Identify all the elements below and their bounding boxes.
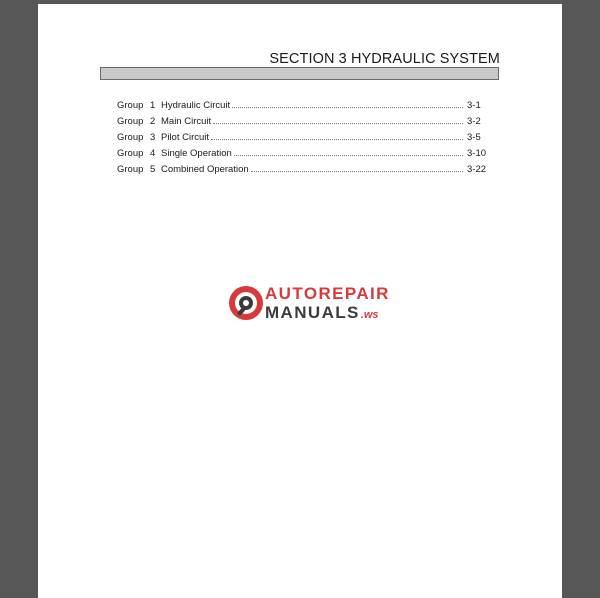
watermark-line2 xyxy=(265,303,379,323)
watermark-logo xyxy=(228,283,390,325)
toc-group-number: 1 xyxy=(150,100,156,111)
toc-page-number: 3-2 xyxy=(467,116,481,127)
toc-leader-dots xyxy=(232,106,463,108)
toc-row-3[interactable] xyxy=(117,132,489,148)
toc-leader-dots xyxy=(213,122,463,124)
watermark-line2-text: MANUALS xyxy=(265,303,360,322)
toc-leader-dots xyxy=(211,138,463,140)
toc-group-label: Group xyxy=(117,164,144,175)
toc-group-label: Group xyxy=(117,100,144,111)
toc-title: Pilot Circuit xyxy=(161,132,210,143)
toc-title: Hydraulic Circuit xyxy=(161,100,231,111)
toc-group-number: 4 xyxy=(150,148,156,159)
toc-group-label: Group xyxy=(117,116,144,127)
toc-page-number: 3-10 xyxy=(467,148,487,159)
toc-row-2[interactable] xyxy=(117,116,489,132)
toc-group-number: 2 xyxy=(150,116,156,127)
toc-group-number: 3 xyxy=(150,132,156,143)
table-of-contents xyxy=(117,100,489,180)
toc-title: Single Operation xyxy=(161,148,232,159)
toc-group-label: Group xyxy=(117,148,144,159)
title-bar xyxy=(100,67,499,80)
toc-group-label: Group xyxy=(117,132,144,143)
toc-leader-dots xyxy=(251,170,463,172)
toc-title: Combined Operation xyxy=(161,164,249,175)
toc-group-number: 5 xyxy=(150,164,156,175)
toc-page-number: 3-22 xyxy=(467,164,487,175)
toc-leader-dots xyxy=(234,154,463,156)
wrench-logo-icon xyxy=(228,285,264,321)
toc-title: Main Circuit xyxy=(161,116,212,127)
toc-row-4[interactable] xyxy=(117,148,489,164)
watermark-line1: AUTOREPAIR xyxy=(265,284,390,303)
watermark-suffix: .ws xyxy=(360,309,379,321)
document-page xyxy=(38,4,562,598)
section-title: SECTION 3 HYDRAULIC SYSTEM xyxy=(269,51,500,67)
toc-row-5[interactable] xyxy=(117,164,489,180)
toc-row-1[interactable] xyxy=(117,100,489,116)
toc-page-number: 3-1 xyxy=(467,100,481,111)
toc-page-number: 3-5 xyxy=(467,132,481,143)
